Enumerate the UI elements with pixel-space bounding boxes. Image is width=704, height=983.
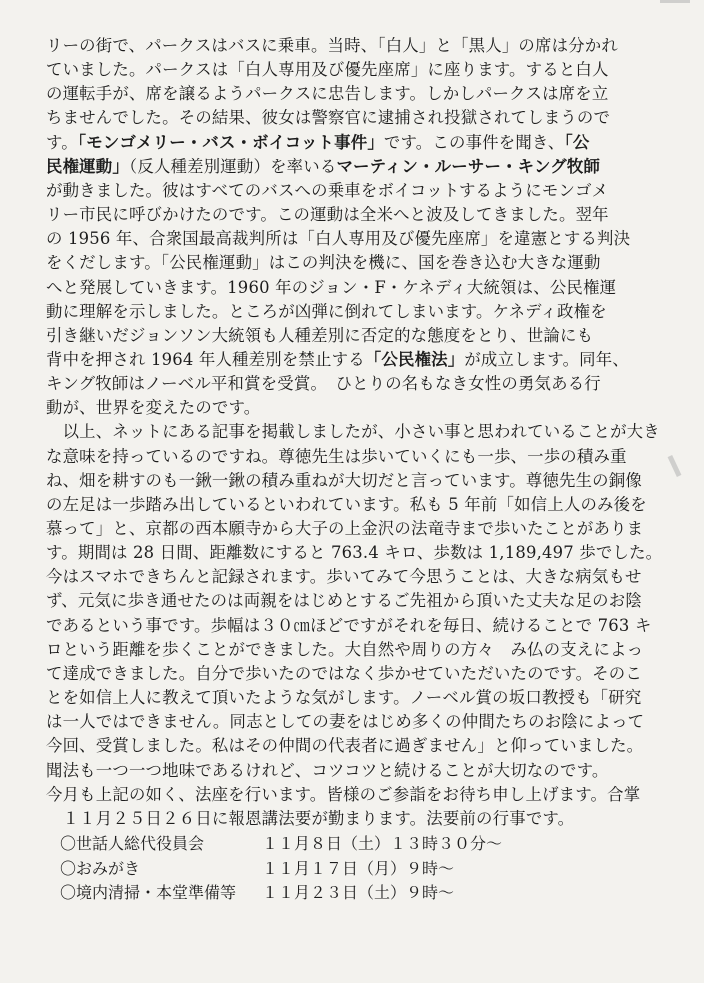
text-line xyxy=(46,300,676,324)
text-segment: す。期間は 28 日間、距離数にすると 763.4 キロ、歩数は 1,189,497 歩でした。 xyxy=(46,543,663,563)
text-line xyxy=(46,34,676,58)
bold-text: 「公民権法」 xyxy=(364,349,465,369)
text-line xyxy=(46,759,676,783)
text-segment: が成立します。同年、 xyxy=(464,349,629,369)
text-line xyxy=(46,589,676,613)
text-line xyxy=(46,686,676,710)
text-line xyxy=(46,203,676,227)
text-segment: て達成できました。自分で歩いたのではなく歩かせていただいたのです。そのこ xyxy=(46,663,642,683)
text-line xyxy=(46,324,676,348)
text-segment: 聞法も一つ一つ地味であるけれど、コツコツと続けることが大切なのです。 xyxy=(46,760,609,780)
text-line xyxy=(46,227,676,251)
text-segment: の左足は一歩踏み出しているといわれています。私も 5 年前「如信上人のみ後を xyxy=(46,494,647,514)
text-line xyxy=(46,517,676,541)
text-line xyxy=(46,179,676,203)
text-segment: の運転手が、席を譲るようパークスに忠告します。しかしパークスは席を立 xyxy=(46,84,609,104)
text-line xyxy=(46,493,676,517)
text-line xyxy=(46,710,676,734)
text-segment: 慕って」と、京都の西本願寺から大子の上金沢の法竜寺まで歩いたことがありま xyxy=(46,519,644,538)
text-segment: であるという事です。歩幅は３０㎝ほどですがそれを毎日、続けることで 763 キ xyxy=(46,615,652,635)
bold-text: マーティン・ルーサー・キング牧師 xyxy=(336,156,601,176)
text-segment: （反人種差別運動）を率いる xyxy=(128,156,337,176)
text-segment: 今月も上記の如く、法座を行います。皆様のご参詣をお待ち申し上げます。合掌 xyxy=(46,784,641,804)
text-segment: ちませんでした。その結果、彼女は警察官に逮捕され投獄されてしまうので xyxy=(46,108,611,128)
text-line xyxy=(46,638,676,662)
text-line xyxy=(46,614,676,638)
text-segment: リーの街で、パークスはバスに乗車。当時、「白人」と「黒人」の席は分かれ xyxy=(46,36,618,55)
text-line xyxy=(46,372,676,396)
text-segment: ていました。パークスは「白人専用及び優先座席」に座ります。すると白人 xyxy=(46,60,609,80)
text-segment: な意味を持っているのですね。尊徳先生は歩いていくにも一歩、一歩の積み重 xyxy=(46,446,627,466)
text-line xyxy=(46,420,676,444)
text-line xyxy=(46,469,676,493)
text-line xyxy=(46,131,676,155)
text-segment: ね、畑を耕すのも一鍬一鍬の積み重ねが大切だと言っています。尊徳先生の銅像 xyxy=(46,470,642,490)
text-segment: の 1956 年、合衆国最高裁判所は「白人専用及び優先座席」を違憲とする判決 xyxy=(46,229,631,249)
text-segment: リー市民に呼びかけたのです。この運動は全米へと波及してきました。翌年 xyxy=(46,205,609,225)
text-segment: ロという距離を歩くことができました。大自然や周りの方々 み仏の支えによっ xyxy=(46,639,644,659)
text-segment: とを如信上人に教えて頂いたような気がします。ノーベル賞の坂口教授も「研究 xyxy=(46,688,642,708)
text-line xyxy=(46,662,676,686)
text-line xyxy=(46,396,676,420)
text-line xyxy=(46,58,676,82)
text-line xyxy=(46,82,676,106)
text-segment: をくだします。「公民権運動」はこの判決を機に、国を巻き込む大きな運動 xyxy=(46,253,601,273)
text-line xyxy=(46,155,676,179)
text-segment: キング牧師はノーベル平和賞を受賞。 ひとりの名もなき女性の勇気ある行 xyxy=(46,374,601,394)
text-line xyxy=(46,783,676,807)
text-segment: 今はスマホできちんと記録されます。歩いてみて今思うことは、大きな病気もせ xyxy=(46,567,642,587)
schedule-date: １１月２３日（土）９時～ xyxy=(262,883,455,903)
text-segment: 以上、ネットにある記事を掲載しましたが、小さい事と思われていることが大き xyxy=(46,422,660,442)
text-line xyxy=(46,106,676,130)
text-segment: 動が、世界を変えたのです。 xyxy=(46,398,261,418)
text-line xyxy=(46,348,676,372)
text-segment: す。 xyxy=(46,132,78,152)
schedule-date: １１月１７日（月）９時～ xyxy=(262,858,455,878)
text-segment: 今回、受賞しました。私はその仲間の代表者に過ぎません」と仰っていました。 xyxy=(46,736,644,756)
text-segment: １１月２５日２６日に報恩講法要が勤まります。法要前の行事です。 xyxy=(46,808,575,828)
schedule-label: 〇境内清掃・本堂準備等 xyxy=(60,883,237,903)
bold-text: 「公 xyxy=(564,132,590,152)
schedule-date: １１月８日（土）１３時３０分～ xyxy=(262,833,503,853)
text-line xyxy=(46,445,676,469)
text-segment: は一人ではできません。同志としての妻をはじめ多くの仲間たちのお陰によって xyxy=(46,712,645,732)
text-segment: 動に理解を示しました。ところが凶弾に倒れてしまいます。ケネディ政権を xyxy=(46,301,607,321)
text-segment: 背中を押され 1964 年人種差別を禁止する xyxy=(46,349,365,369)
bold-text: 民権運動」 xyxy=(46,156,129,176)
text-line xyxy=(46,734,676,758)
scan-mark xyxy=(660,0,690,3)
schedule-label: 〇おみがき xyxy=(60,858,141,878)
text-segment: です。この事件を聞き、 xyxy=(383,132,565,152)
text-line xyxy=(46,807,676,831)
text-segment: へと発展していきます。1960 年のジョン・F・ケネディ大統領は、公民権運 xyxy=(46,277,617,297)
text-line xyxy=(46,565,676,589)
schedule-label: 〇世話人総代役員会 xyxy=(60,833,205,853)
text-segment: 引き継いだジョンソン大統領も人種差別に否定的な態度をとり、世論にも xyxy=(46,325,594,345)
text-line xyxy=(46,276,676,300)
bold-text: 「モンゴメリー・バス・ボイコット事件」 xyxy=(77,132,384,152)
text-line xyxy=(46,541,676,565)
text-line xyxy=(46,251,676,275)
text-segment: が動きました。彼はすべてのバスへの乗車をボイコットするようにモンゴメ xyxy=(46,180,609,200)
text-segment: ず、元気に歩き通せたのは両親をはじめとするご先祖から頂いた丈夫な足のお陰 xyxy=(46,591,642,611)
